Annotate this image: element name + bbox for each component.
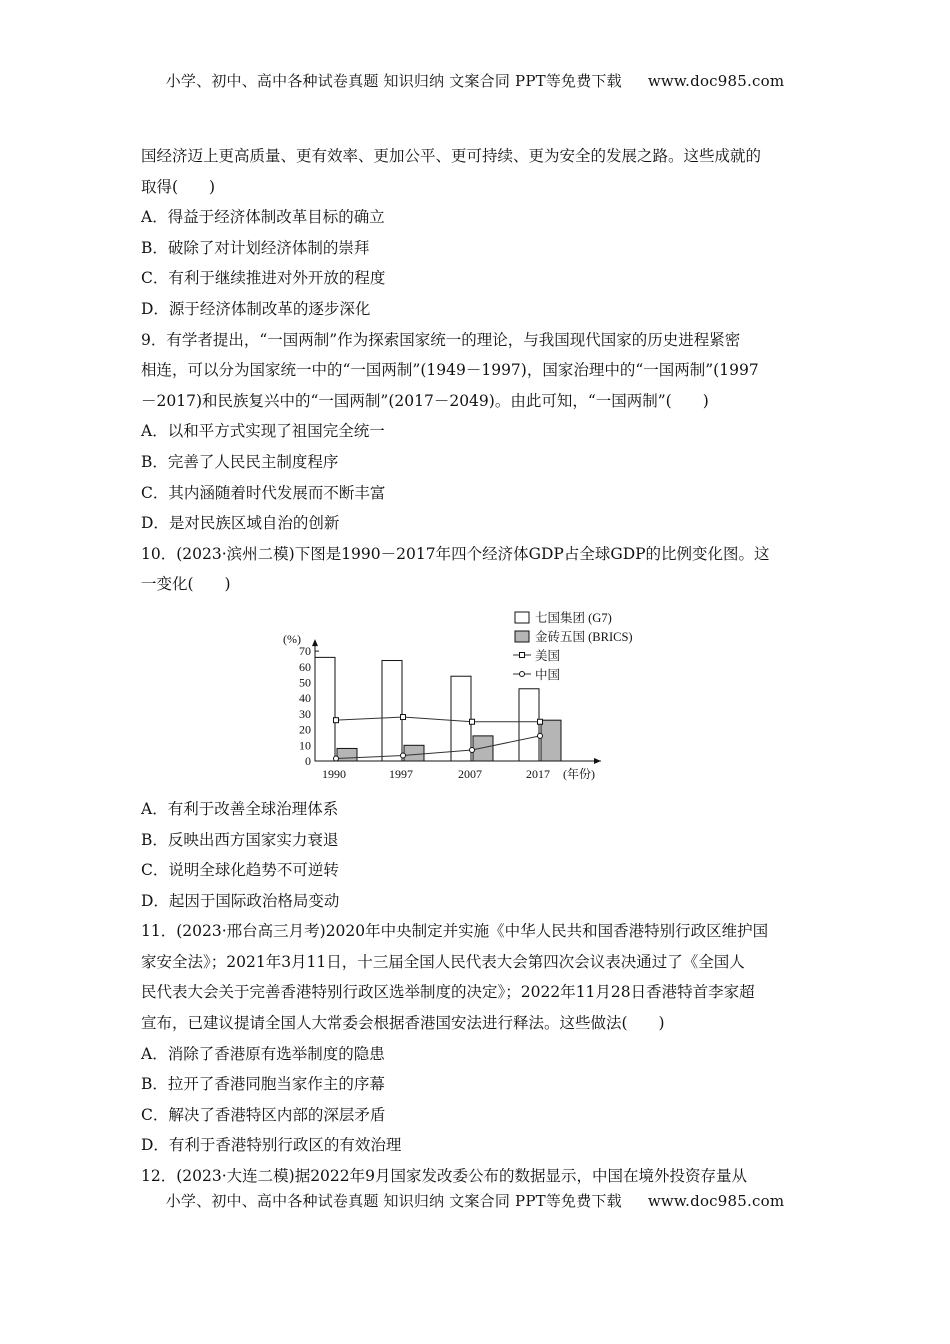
q11-stem-line-4: 宣布，已建议提请全国人大常委会根据香港国安法进行释法。这些做法( ) xyxy=(141,1014,665,1033)
q10-stem-line-1: 10．(2023·滨州二模)下图是1990－2017年四个经济体GDP占全球GDP的比例变化图。这 xyxy=(141,544,770,563)
x-tick-label: 1990 xyxy=(322,766,346,781)
legend-usa-marker xyxy=(520,652,525,657)
legend-brics-label: 金砖五国 (BRICS) xyxy=(535,629,633,644)
q10-option-b: B．反映出西方国家实力衰退 xyxy=(141,830,339,849)
g7-bar xyxy=(382,660,402,760)
page-content xyxy=(141,141,813,1192)
q11-option-d: D．有利于香港特别行政区的有效治理 xyxy=(141,1136,402,1155)
legend-brics-swatch xyxy=(515,631,529,642)
usa-line xyxy=(336,717,540,722)
y-axis-label: (%) xyxy=(283,632,301,647)
brics-bar xyxy=(337,748,357,761)
q9-stem-line-3: －2017)和民族复兴中的“一国两制”(2017－2049)。由此可知，“一国两制”( ) xyxy=(141,391,709,410)
q8-option-c: C．有利于继续推进对外开放的程度 xyxy=(141,269,386,288)
gdp-chart-container xyxy=(141,604,813,790)
brics-bar xyxy=(404,745,424,761)
x-tick-label: 2007 xyxy=(458,766,482,781)
q9-option-a: A．以和平方式实现了祖国完全统一 xyxy=(141,422,385,441)
g7-bar xyxy=(519,689,539,761)
legend-china-label: 中国 xyxy=(535,667,561,682)
header-text: 小学、初中、高中各种试卷真题 知识归纳 文案合同 PPT等免费下载 xyxy=(165,72,622,90)
china-point xyxy=(538,733,543,738)
y-tick-label: 10 xyxy=(299,738,311,753)
q9-option-c: C．其内涵随着时代发展而不断丰富 xyxy=(141,483,386,502)
q10-option-c: C．说明全球化趋势不可逆转 xyxy=(141,861,339,880)
legend-usa-label: 美国 xyxy=(535,648,561,663)
q11-option-b: B．拉开了香港同胞当家作主的序幕 xyxy=(141,1075,385,1094)
x-tick-label: 1997 xyxy=(389,766,413,781)
y-tick-label: 50 xyxy=(299,675,311,690)
legend-china-marker xyxy=(520,671,525,676)
china-point xyxy=(334,756,339,761)
china-line xyxy=(336,736,540,759)
q8-option-b: B．破除了对计划经济体制的崇拜 xyxy=(141,238,370,257)
legend-g7-label: 七国集团 (G7) xyxy=(535,610,612,625)
footer-text: 小学、初中、高中各种试卷真题 知识归纳 文案合同 PPT等免费下载 xyxy=(165,1192,622,1210)
intro-line-2: 取得( ) xyxy=(141,177,216,196)
y-tick-label: 60 xyxy=(299,659,311,674)
header-url: www.doc985.com xyxy=(647,72,785,90)
brics-bar xyxy=(473,736,493,761)
x-axis-label: (年份) xyxy=(563,766,595,781)
brics-bar xyxy=(541,720,561,761)
y-axis-arrow xyxy=(312,639,318,646)
y-tick-label: 30 xyxy=(299,706,311,721)
x-tick-label: 2017 xyxy=(526,766,550,781)
q12-stem-line-1: 12．(2023·大连二模)据2022年9月国家发改委公布的数据显示，中国在境外投资存量从 xyxy=(141,1167,748,1186)
intro-line-1: 国经济迈上更高质量、更有效率、更加公平、更可持续、更为安全的发展之路。这些成就的 xyxy=(141,147,762,165)
usa-point xyxy=(538,719,543,724)
china-point xyxy=(401,753,406,758)
usa-point xyxy=(401,714,406,719)
q9-option-b: B．完善了人民民主制度程序 xyxy=(141,452,339,471)
q9-stem-line-1: 9．有学者提出，“一国两制”作为探索国家统一的理论，与我国现代国家的历史进程紧密 xyxy=(141,330,741,349)
legend-g7-swatch xyxy=(515,612,529,623)
g7-bar xyxy=(315,657,335,761)
usa-point xyxy=(334,718,339,723)
q11-option-a: A．消除了香港原有选举制度的隐患 xyxy=(141,1044,385,1063)
page-header xyxy=(0,70,950,91)
g7-bar xyxy=(451,676,471,761)
q8-option-a: A．得益于经济体制改革目标的确立 xyxy=(141,208,385,227)
q11-stem-line-3: 民代表大会关于完善香港特别行政区选举制度的决定》；2022年11月28日香港特首李家超 xyxy=(141,983,755,1002)
q11-stem-line-1: 11．(2023·邢台高三月考)2020年中央制定并实施《中华人民共和国香港特别行政区维护国 xyxy=(141,922,769,941)
q10-option-d: D．起因于国际政治格局变动 xyxy=(141,891,340,910)
q11-option-c: C．解决了香港特区内部的深层矛盾 xyxy=(141,1105,386,1124)
x-axis-arrow xyxy=(594,758,601,764)
china-point xyxy=(470,747,475,752)
y-tick-label: 40 xyxy=(299,691,311,706)
usa-point xyxy=(470,719,475,724)
y-tick-label: 20 xyxy=(299,722,311,737)
gdp-share-chart xyxy=(283,604,633,790)
q9-option-d: D．是对民族区域自治的创新 xyxy=(141,514,340,533)
footer-url: www.doc985.com xyxy=(647,1192,785,1210)
q8-option-d: D．源于经济体制改革的逐步深化 xyxy=(141,299,371,318)
page-footer xyxy=(0,1190,950,1211)
q9-stem-line-2: 相连，可以分为国家统一中的“一国两制”(1949－1997)，国家治理中的“一国两制”(1997 xyxy=(141,361,759,380)
q10-option-a: A．有利于改善全球治理体系 xyxy=(141,799,339,818)
y-tick-label: 0 xyxy=(305,753,311,768)
q11-stem-line-2: 家安全法》；2021年3月11日，十三届全国人民代表大会第四次会议表决通过了《全国人 xyxy=(141,952,745,971)
q10-stem-line-2: 一变化( ) xyxy=(141,575,231,594)
y-tick-label: 70 xyxy=(299,644,311,659)
